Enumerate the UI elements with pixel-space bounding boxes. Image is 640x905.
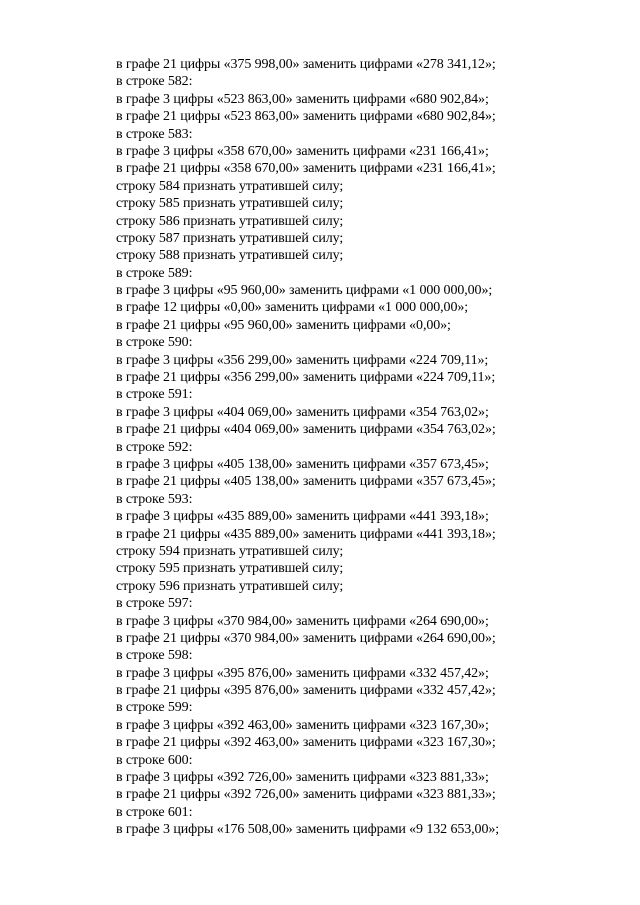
text-line: в графе 3 цифры «405 138,00» заменить цифрами «357 673,45»; [116, 456, 489, 472]
row-heading-line: в строке 591: [116, 387, 193, 403]
text-line: строку 585 признать утратившей силу; [116, 196, 344, 212]
text-line: в графе 21 цифры «404 069,00» заменить цифрами «354 763,02»; [116, 422, 496, 438]
text-line: в графе 21 цифры «370 984,00» заменить цифрами «264 690,00»; [116, 630, 496, 646]
document-text-body [116, 56, 556, 839]
row-heading-line: в строке 600: [116, 752, 193, 768]
text-line: в графе 3 цифры «358 670,00» заменить цифрами «231 166,41»; [116, 143, 489, 159]
text-line: строку 595 признать утратившей силу; [116, 561, 344, 577]
text-line: в графе 21 цифры «523 863,00» заменить цифрами «680 902,84»; [116, 109, 496, 125]
text-line: в графе 3 цифры «395 876,00» заменить цифрами «332 457,42»; [116, 665, 489, 681]
text-line: в графе 21 цифры «392 463,00» заменить цифрами «323 167,30»; [116, 735, 496, 751]
text-line: в графе 21 цифры «392 726,00» заменить цифрами «323 881,33»; [116, 787, 496, 803]
text-line: в графе 3 цифры «356 299,00» заменить цифрами «224 709,11»; [116, 352, 489, 368]
text-line: строку 586 признать утратившей силу; [116, 213, 344, 229]
text-line: в графе 21 цифры «356 299,00» заменить цифрами «224 709,11»; [116, 370, 496, 386]
text-line: в графе 21 цифры «375 998,00» заменить цифрами «278 341,12»; [116, 57, 496, 72]
row-heading-line: в строке 598: [116, 648, 193, 664]
text-line: в графе 3 цифры «435 889,00» заменить цифрами «441 393,18»; [116, 509, 489, 525]
row-heading-line: в строке 582: [116, 74, 193, 90]
text-line: строку 588 признать утратившей силу; [116, 248, 344, 264]
row-heading-line: в строке 583: [116, 126, 193, 142]
text-line: в графе 3 цифры «392 726,00» заменить цифрами «323 881,33»; [116, 770, 489, 786]
text-line: в графе 21 цифры «395 876,00» заменить цифрами «332 457,42»; [116, 683, 496, 699]
text-line: в графе 3 цифры «176 508,00» заменить цифрами «9 132 653,00»; [116, 822, 500, 838]
row-heading-line: в строке 592: [116, 439, 193, 455]
text-line: строку 594 признать утратившей силу; [116, 543, 344, 559]
text-line: строку 587 признать утратившей силу; [116, 230, 344, 246]
row-heading-line: в строке 593: [116, 491, 193, 507]
row-heading-line: в строке 589: [116, 265, 193, 281]
row-heading-line: в строке 590: [116, 335, 193, 351]
text-line: в графе 21 цифры «405 138,00» заменить цифрами «357 673,45»; [116, 474, 496, 490]
text-line: в графе 21 цифры «435 889,00» заменить цифрами «441 393,18»; [116, 526, 496, 542]
text-line: в графе 21 цифры «358 670,00» заменить цифрами «231 166,41»; [116, 161, 496, 177]
text-line: в графе 3 цифры «370 984,00» заменить цифрами «264 690,00»; [116, 613, 489, 629]
text-line: в графе 3 цифры «404 069,00» заменить цифрами «354 763,02»; [116, 404, 489, 420]
text-line: в графе 21 цифры «95 960,00» заменить цифрами «0,00»; [116, 317, 451, 333]
text-line: в графе 12 цифры «0,00» заменить цифрами «1 000 000,00»; [116, 300, 469, 316]
row-heading-line: в строке 599: [116, 700, 193, 716]
text-line: в графе 3 цифры «95 960,00» заменить цифрами «1 000 000,00»; [116, 283, 493, 299]
text-line: строку 584 признать утратившей силу; [116, 178, 344, 194]
row-heading-line: в строке 597: [116, 596, 193, 612]
text-line: в графе 3 цифры «392 463,00» заменить цифрами «323 167,30»; [116, 717, 489, 733]
row-heading-line: в строке 601: [116, 804, 193, 820]
text-line: в графе 3 цифры «523 863,00» заменить цифрами «680 902,84»; [116, 91, 489, 107]
text-line: строку 596 признать утратившей силу; [116, 578, 344, 594]
